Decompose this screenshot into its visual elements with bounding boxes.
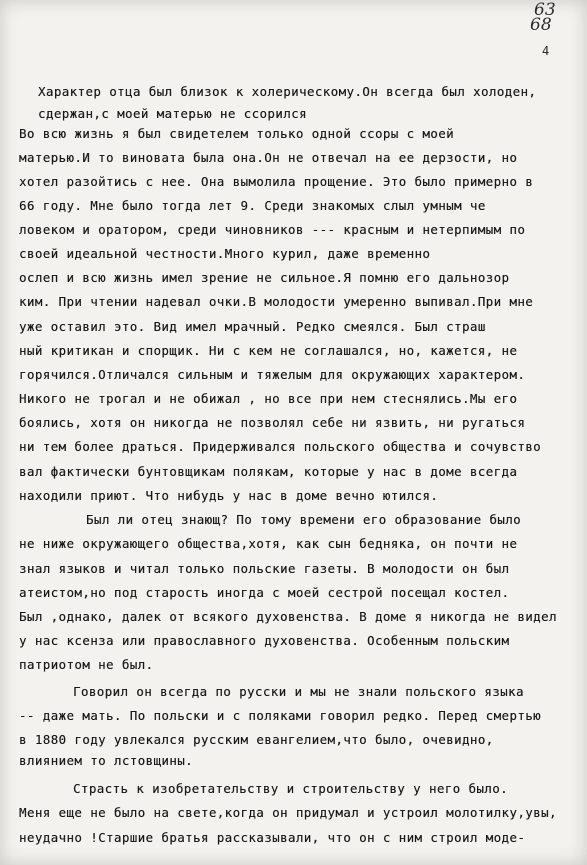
text-line-6: 66 году. Мне было тогда лет 9. Среди знакомых слыл умным че xyxy=(19,198,486,213)
text-line-28: в 1880 году увлекался русским евангелием,что было, очевидно, xyxy=(19,732,494,747)
text-line-11: уже оставил это. Вид имел мрачный. Редко смеялся. Был страш xyxy=(19,319,486,334)
text-line-4: матерью.И то виновата была она.Он не отвечал на ее дерзости, но xyxy=(19,150,518,165)
text-line-3: Во всю жизнь я был свидетелем только одной ссоры с моей xyxy=(19,126,455,141)
text-line-20: не ниже окружающего общества,хотя, как сын бедняка, он почти не xyxy=(19,536,518,551)
text-line-8: своей идеальной честности.Много курил, даже временно xyxy=(19,246,431,261)
text-line-13: горячился.Отличался сильным и тяжелым для окружающих характером. xyxy=(19,367,526,382)
text-line-9: ослеп и всю жизнь имел зрение не сильное.Я помню его дальнозор xyxy=(19,270,510,285)
text-line-25: патриотом не был. xyxy=(19,657,154,672)
text-line-23: Был ,однако, далек от всякого духовенства. В доме я никогда не видел xyxy=(19,609,557,624)
typed-page-number: 4 xyxy=(542,44,550,58)
text-line-21: знал языков и читал только польские газеты. В молодости он был xyxy=(19,561,510,576)
text-line-1: Характер отца был близок к холерическому.Он всегда был холоден, xyxy=(38,84,537,99)
text-line-2: сдержан,с моей матерью не ссорился xyxy=(38,106,307,121)
text-line-5: хотел разойтись с нее. Она вымолила прощение. Это было примерно в xyxy=(19,174,534,189)
text-line-24: у нас ксенза или православного духовенства. Особенным польским xyxy=(19,633,510,648)
text-line-26: Говорил он всегда по русски и мы не знали польского языка xyxy=(73,684,524,699)
text-line-22: атеистом,но под старость иногда с моей сестрой посещал костел. xyxy=(19,585,510,600)
text-line-14: Никого не трогал и не обижал , но все при нем стеснялись.Мы его xyxy=(19,391,518,406)
text-line-31: Меня еще не было на свете,когда он придумал и устроил молотилку,увы, xyxy=(19,805,557,820)
text-line-30: Страсть к изобретательству и строительству у него было. xyxy=(73,781,509,796)
text-line-7: ловеком и оратором, среди чиновников --- красным и нетерпимым по xyxy=(19,222,526,237)
handwritten-number-63: 63 xyxy=(534,0,556,20)
text-line-16: ни тем более драться. Придерживался польского общества и сочувство xyxy=(19,439,542,454)
text-line-18: находили приют. Что нибудь у нас в доме вечно ютился. xyxy=(19,488,439,503)
text-line-10: ким. При чтении надевал очки.В молодости умеренно выпивал.При мне xyxy=(19,294,534,309)
handwritten-page-number xyxy=(530,0,556,35)
text-line-15: боялись, хотя он никогда не позволял себе ни язвить, ни ругаться xyxy=(19,415,526,430)
handwritten-number-68: 68 xyxy=(530,15,552,35)
text-line-27: -- даже мать. По польски и с поляками говорил редко. Перед смертью xyxy=(19,708,542,723)
text-line-29: влиянием то лстовщины. xyxy=(19,753,194,768)
text-line-12: ный критикан и спорщик. Ни с кем не соглашался, но, кажется, не xyxy=(19,343,518,358)
text-line-17: вал фактически бунтовщикам полякам, которые у нас в доме всегда xyxy=(19,464,518,479)
text-line-32: неудачно !Старшие братья рассказывали, что он с ним строил моде- xyxy=(19,830,526,845)
text-line-19: Был ли отец знающ? По тому времени его образование было xyxy=(86,512,522,527)
